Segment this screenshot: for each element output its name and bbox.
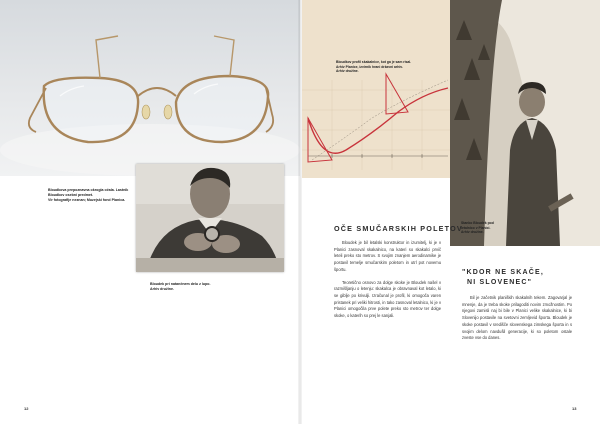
glasses-caption-line: Vir fotografije neznan; Muzejski fond Planica. (48, 198, 126, 202)
portrait-illustration (450, 0, 600, 246)
portrait-caption-line: Stanko Bloudek pod (461, 221, 494, 225)
magnifier-caption (150, 282, 240, 292)
glasses-caption-line: Bloudkov osebni predmet. (48, 193, 94, 197)
portrait-photo (450, 0, 600, 246)
portrait-caption-line: Arhiv družine. (461, 230, 484, 235)
chart-caption-line: Bloudkov profil skakalnice, kot ga je sam risal. (336, 60, 412, 64)
jump-profile-illustration (302, 0, 450, 178)
chart-caption (336, 60, 432, 74)
book-gutter (298, 0, 302, 424)
magnifier-caption-line: Arhiv družine. (150, 287, 174, 291)
portrait-caption-line: letalnico v Planici. (461, 225, 491, 230)
quote-heading-line: NI SLOVENEC" (467, 279, 533, 286)
glasses-caption-line: Bloudkova prepoznavna okrogla očala. Lastnik (48, 188, 129, 192)
body-text-column-2 (462, 295, 572, 348)
quote-heading-line: "KDOR NE SKAČE, (462, 269, 544, 276)
magnifier-caption-line: Bloudek pri natančnem delu z lupo. (150, 282, 211, 286)
magnifier-photo (136, 164, 284, 272)
body-paragraph: Teoretično osnovo za dolge skoke je Bloudek našel v razmišljanju o letenju: skakalca je obravnaval kot letalo, ki se giblje po krivulji. Izračunal je profil, ki omogoča varen pristanek pri veliki hitrosti, in tako zasnoval letalnico, ki je v Planici omogočila prve polete preko sto metrov ter dolge skoke, o katerih so prej le sanjali. (334, 279, 441, 319)
body-paragraph: Bil je začetnik planiških skakalnih tekem. Zagovarjal je mnenje, da je treba skoke prilagoditi novim zmožnostim. Po njegovi zamisli naj bi bile v Planici velike skakalnice, ki bi Slovenijo postavile na svetovni zemljevid športa. Bloudek je skoke postavil v središče slovenskega zimskega športa in s svojim delom navdušil generacije, ki so poletom ostale zveste vse do danes. (462, 295, 572, 341)
page-number-left: 12 (24, 406, 29, 411)
glasses-illustration (0, 0, 300, 176)
quote-heading (462, 268, 544, 288)
jump-profile-drawing (302, 0, 450, 178)
section-heading: OČE SMUČARSKIH POLETOV (334, 224, 463, 233)
chart-caption-line: Arhiv Planice, izvirnik hrani državni arhiv. (336, 64, 403, 69)
page-number-right: 13 (572, 406, 577, 411)
body-paragraph: Bloudek je bil letalski konstruktor in izumitelj, ki je v Planici zasnoval skakalnico, na kateri so skakalci prvič leteli preko sto metrov. S svojim znanjem aerodinamike je postavil temelje smučarskim poletom in utrl pot novemu športu. (334, 240, 441, 272)
body-text-column-1 (334, 240, 441, 326)
portrait-caption (461, 221, 521, 235)
chart-caption-line: Arhiv družine. (336, 69, 359, 74)
glasses-photo (0, 0, 300, 176)
magnifier-illustration (136, 164, 284, 272)
glasses-caption (48, 188, 134, 203)
